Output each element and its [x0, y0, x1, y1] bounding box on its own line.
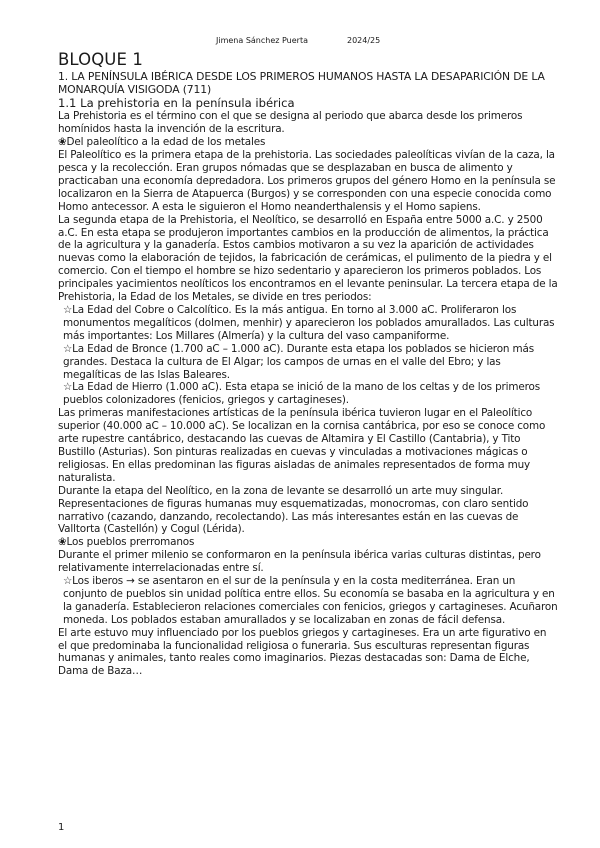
subheading-prerromanos: ❀Los pueblos prerromanos — [58, 536, 195, 549]
list-item: ☆La Edad de Bronce (1.700 aC – 1.000 aC). Durante esta etapa los poblados se hicieron más grandes. Destaca la cultura de El Algar; los campos de urnas en el valle del Ebro; y las megalíticas de las Islas Baleares. — [63, 342, 534, 381]
header-author: Jimena Sánchez Puerta — [216, 36, 308, 45]
block-title: BLOQUE 1 — [58, 50, 143, 69]
paragraph: La Prehistoria es el término con el que se designa al periodo que abarca desde los primeros homínidos hasta la invención de la escritura. — [58, 110, 523, 136]
paragraph: El arte estuvo muy influenciado por los pueblos griegos y cartagineses. Era un arte figurativo en el que predominaba la funcionalidad religiosa o funeraria. Sus esculturas representan figuras humanas y animales, tanto reales como imaginarios. Piezas destacadas son: Dama de Elche, Dama de Baza… — [58, 626, 547, 678]
subheading-paleolitico: ❀Del paleolítico a la edad de los metales — [58, 136, 266, 149]
list-item: ☆La Edad de Hierro (1.000 aC). Esta etapa se inició de la mano de los celtas y de los primeros pueblos colonizadores (fenicios, griegos y cartagineses). — [63, 381, 540, 407]
header-year: 2024/25 — [347, 36, 381, 45]
page-header — [0, 36, 600, 50]
paragraph: Durante el primer milenio se conformaron en la península ibérica varias culturas distintas, pero relativamente interrelacionadas entre sí. — [58, 549, 541, 575]
subsection-heading: 1.1 La prehistoria en la península ibérica — [58, 96, 295, 111]
list-item: ☆La Edad del Cobre o Calcolítico. Es la más antigua. En torno al 3.000 aC. Proliferaron los monumentos megalíticos (dolmen, menhir) y aparecieron los poblados amurallados. Las culturas más importantes: Los Millares (Almería) y la cultura del vaso campaniforme. — [63, 304, 555, 342]
document-body — [58, 50, 558, 678]
list-item: ☆Los iberos → se asentaron en el sur de la península y en la costa mediterránea. Eran un conjunto de pueblos sin unidad política entre ellos. Su economía se basaba en la agricultura y en la ganadería. Establecieron relaciones comerciales con fenicios, griegos y cartagineses. Acuñaron moneda. Los poblados estaban amurallados y se localizaban en zonas de fácil defensa. — [63, 575, 558, 626]
paragraph: Durante la etapa del Neolítico, en la zona de levante se desarrolló un arte muy singular. Representaciones de figuras humanas muy esquematizadas, monocromas, con claro sentido narrativo (cazando, danzando, recolectando). Las más interesantes están en las cuevas de Valltorta (Castellón) y Cogul (Lérida). — [58, 484, 529, 536]
page-number: 1 — [58, 822, 65, 833]
section-heading: 1. LA PENÍNSULA IBÉRICA DESDE LOS PRIMEROS HUMANOS HASTA LA DESAPARICIÓN DE LA MONARQUÍA VISIGODA (711) — [58, 70, 545, 97]
paragraph: El Paleolítico es la primera etapa de la prehistoria. Las sociedades paleolíticas vivían de la caza, la pesca y la recolección. Eran grupos nómadas que se desplazaban en busca de alimento y practicaban una economía depredadora. Los primeros grupos del género Homo en la península se localizaron en la Sierra de Atapuerca (Burgos) y se corresponden con una especie conocida como Homo antecessor. A esta le siguieron el Homo neanderthalensis y el Homo sapiens. — [58, 149, 556, 213]
paragraph: Las primeras manifestaciones artísticas de la península ibérica tuvieron lugar en el Paleolítico superior (40.000 aC – 10.000 aC). Se localizan en la cornisa cantábrica, por eso se conoce como arte rupestre cantábrico, destacando las cuevas de Altamira y El Castillo (Cantabria), y Tito Bustillo (Asturias). Son pinturas realizadas en cuevas y vinculadas a motivaciones mágicas o religiosas. En ellas predominan las figuras aisladas de animales representados de forma muy naturalista. — [58, 407, 546, 484]
paragraph: La segunda etapa de la Prehistoria, el Neolítico, se desarrolló en España entre 5000 a.C. y 2500 a.C. En esta etapa se produjeron importantes cambios en la producción de alimentos, la práctica de la agricultura y la ganadería. Estos cambios motivaron a su vez la aparición de actividades nuevas como la elaboración de tejidos, la fabricación de cerámicas, el pulimento de la piedra y el comercio. Con el tiempo el hombre se hizo sedentario y aparecieron los primeros poblados. Los principales yacimientos neolíticos los encontramos en el levante peninsular. La tercera etapa de la Prehistoria, la Edad de los Metales, se divide en tres periodos: — [58, 213, 558, 304]
